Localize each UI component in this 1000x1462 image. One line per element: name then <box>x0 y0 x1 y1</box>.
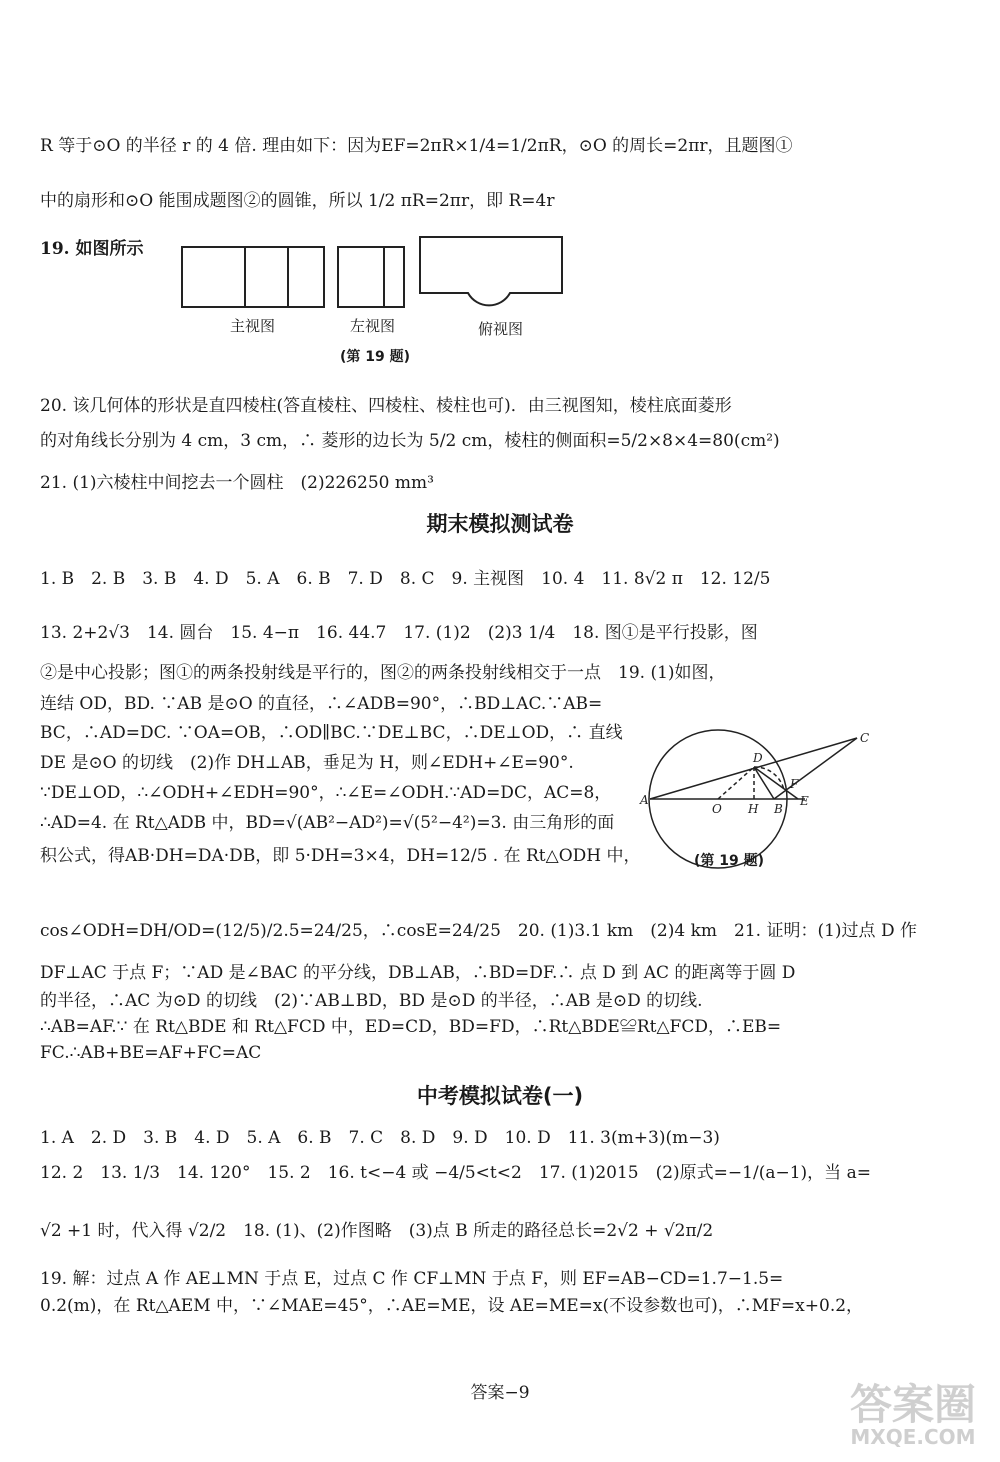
text-line: 20. 该几何体的形状是直四棱柱(答直棱柱、四棱柱、棱柱也可)．由三视图知，棱柱底面菱形 <box>40 396 732 416</box>
text-line: 积公式，得AB·DH=DA·DB，即 5·DH=3×4，DH=12/5 . 在 Rt△ODH 中， <box>40 846 641 866</box>
label-e: E <box>800 794 809 808</box>
watermark-text: 答案圈 <box>849 1380 976 1429</box>
watermark-url: MXQE.COM <box>850 1425 976 1449</box>
text-line: 的对角线长分别为 4 cm，3 cm，∴ 菱形的边长为 5/2 cm，棱柱的侧面积=5/2×8×4=80(cm²) <box>40 431 780 451</box>
front-view <box>182 247 324 307</box>
top-view <box>420 237 562 305</box>
text-line: 0.2(m)，在 Rt△AEM 中，∵∠MAE=45°，∴AE=ME，设 AE=ME=x(不设参数也可)，∴MF=x+0.2， <box>40 1296 864 1316</box>
circle-geometry-figure <box>640 728 880 878</box>
label-h: H <box>748 802 759 816</box>
left-view-label: 左视图 <box>350 317 396 335</box>
figure-caption: (第 19 题) <box>694 853 765 869</box>
front-view-label: 主视图 <box>230 317 276 335</box>
text-line: 21. (1)六棱柱中间挖去一个圆柱 (2)226250 mm³ <box>40 473 434 493</box>
section-title-zhongkao: 中考模拟试卷(一) <box>416 1084 584 1108</box>
text-line: 19. 解：过点 A 作 AE⊥MN 于点 E，过点 C 作 CF⊥MN 于点 F，则 EF=AB−CD=1.7−1.5= <box>40 1269 784 1289</box>
text-line: 19. 如图所示 <box>40 239 144 259</box>
text-line: cos∠ODH=DH/OD=(12/5)/2.5=24/25，∴cosE=24/25 20. (1)3.1 km (2)4 km 21. 证明：(1)过点 D 作 <box>40 921 917 941</box>
section-title-final-exam: 期末模拟测试卷 <box>426 512 574 536</box>
text-line: 连结 OD，BD. ∵AB 是⊙O 的直径，∴∠ADB=90°，∴BD⊥AC.∵AB= <box>40 694 603 714</box>
text-line: R 等于⊙O 的半径 r 的 4 倍. 理由如下：因为EF=2πR×1/4=1/2πR，⊙O 的周长=2πr，且题图① <box>40 136 793 156</box>
page-number: 答案−9 <box>470 1383 530 1403</box>
text-line: DF⊥AC 于点 F；∵AD 是∠BAC 的平分线，DB⊥AB，∴BD=DF.∴ 点 D 到 AC 的距离等于圆 D <box>40 963 796 983</box>
figure-caption: (第 19 题) <box>340 349 411 365</box>
text-line: ∴AD=4. 在 Rt△ADB 中，BD=√(AB²−AD²)=√(5²−4²)=3. 由三角形的面 <box>40 813 615 833</box>
label-f: F <box>790 777 799 791</box>
text-line: 1. B 2. B 3. B 4. D 5. A 6. B 7. D 8. C 9. 主视图 10. 4 11. 8√2 π 12. 12/5 <box>40 569 771 589</box>
label-a: A <box>640 793 649 807</box>
text-line: 中的扇形和⊙O 能围成题图②的圆锥，所以 1/2 πR=2πr，即 R=4r <box>40 191 555 211</box>
text-line: √2 +1 时，代入得 √2/2 18. (1)、(2)作图略 (3)点 B 所走的路径总长=2√2 + √2π/2 <box>40 1221 714 1241</box>
label-o: O <box>712 802 722 816</box>
label-c: C <box>860 731 870 745</box>
text-line: ∵DE⊥OD，∴∠ODH+∠EDH=90°，∴∠E=∠ODH.∵AD=DC，AC=8， <box>40 783 612 803</box>
label-b: B <box>774 802 783 816</box>
text-line: DE 是⊙O 的切线 (2)作 DH⊥AB，垂足为 H，则∠EDH+∠E=90°. <box>40 753 574 773</box>
text-line: 1. A 2. D 3. B 4. D 5. A 6. B 7. C 8. D 9. D 10. D 11. 3(m+3)(m−3) <box>40 1128 720 1148</box>
watermark-logo <box>849 1380 976 1449</box>
label-d: D <box>753 751 763 765</box>
text-line: BC，∴AD=DC. ∵OA=OB，∴OD∥BC.∵DE⊥BC，∴DE⊥OD，∴ 直线 <box>40 723 623 743</box>
left-view <box>338 247 404 307</box>
text-line: 13. 2+2√3 14. 圆台 15. 4−π 16. 44.7 17. (1)2 (2)3 1/4 18. 图①是平行投影，图 <box>40 623 758 643</box>
text-line: FC.∴AB+BE=AF+FC=AC <box>40 1043 262 1063</box>
text-line: 12. 2 13. 1/3 14. 120° 15. 2 16. t<−4 或 −4/5<t<2 17. (1)2015 (2)原式=−1/(a−1)，当 a= <box>40 1163 871 1183</box>
text-line: ∴AB=AF.∵ 在 Rt△BDE 和 Rt△FCD 中，ED=CD，BD=FD，∴Rt△BDE≌Rt△FCD，∴EB= <box>40 1017 782 1037</box>
text-line: 的半径，∴AC 为⊙D 的切线 (2)∵AB⊥BD，BD 是⊙D 的半径，∴AB 是⊙D 的切线. <box>40 991 703 1011</box>
top-view-label: 俯视图 <box>478 320 524 338</box>
line-od <box>718 767 754 799</box>
text-line: ②是中心投影；图①的两条投射线是平行的，图②的两条投射线相交于一点 19. (1)如图， <box>40 663 726 683</box>
